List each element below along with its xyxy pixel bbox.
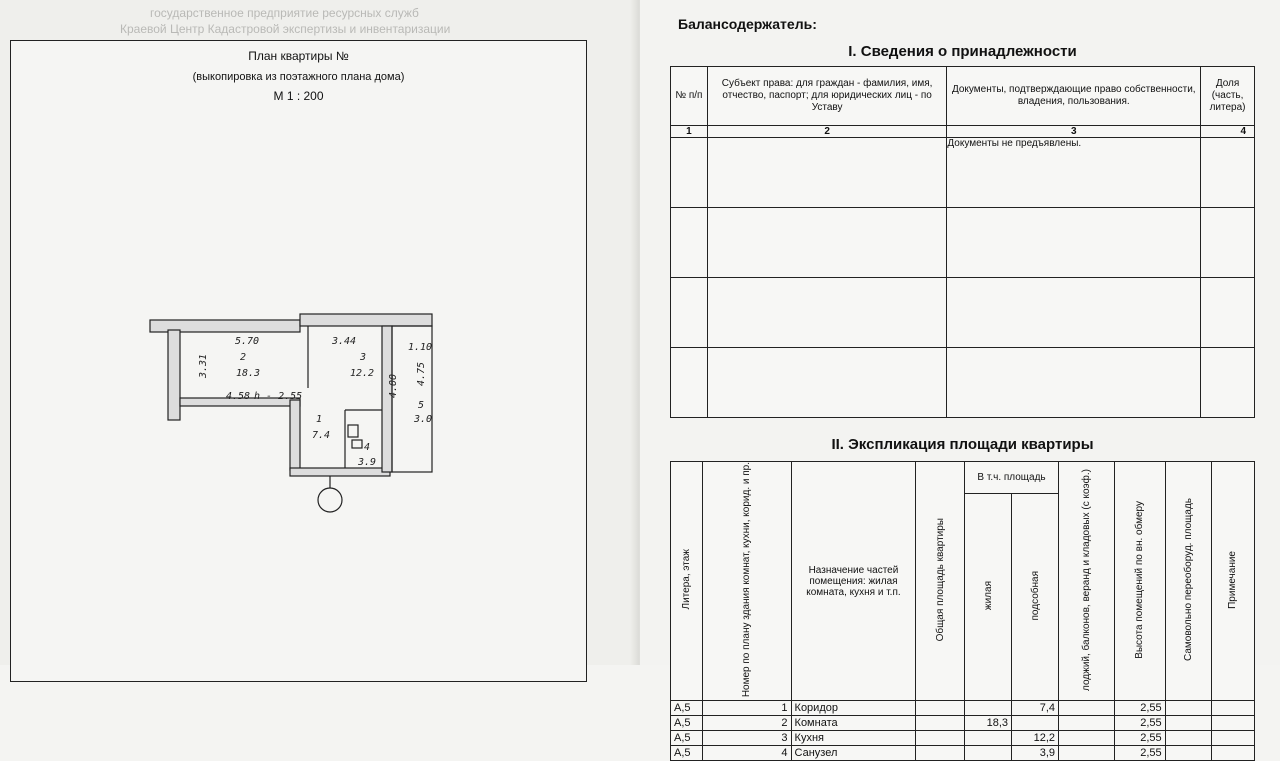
col-number: 2 (707, 126, 947, 138)
documents-note: Документы не предъявлены. (947, 138, 1201, 208)
sink (352, 440, 362, 448)
col-header-litera: Литера, этаж (671, 462, 703, 701)
room3-area: 12.2 (350, 368, 375, 379)
room4-area: 3.9 (358, 457, 377, 468)
table-row: А,5 1 Коридор 7,4 2,55 (671, 701, 1255, 716)
toilet (348, 425, 358, 437)
col-header-illegal: Самовольно переоборуд. площадь (1165, 462, 1211, 701)
table-row: А,5 4 Санузел 3,9 2,55 (671, 746, 1255, 761)
ghost-text: Краевой Центр Кадастровой экспертизы и инвентаризации (120, 22, 451, 36)
col-number: 4 (1201, 126, 1255, 138)
bath-wall-left (290, 400, 300, 470)
col-header-height: Высота помещений по вн. обмеру (1115, 462, 1166, 701)
balcony-width: 1.10 (408, 342, 433, 353)
col-header: Доля (часть, литера) (1201, 67, 1255, 126)
col-number: 1 (671, 126, 708, 138)
plan-scale: М 1 : 200 (273, 89, 324, 103)
left-page (0, 0, 640, 665)
top-wall-right (300, 314, 432, 326)
balcony-length: 4.75 (416, 361, 427, 386)
ownership-table (670, 66, 1255, 418)
col-header-total: Общая площадь квартиры (916, 462, 965, 701)
room4-number: 4 (364, 442, 371, 453)
col-header-aux: подсобная (1012, 494, 1059, 701)
room1-area: 7.4 (312, 430, 331, 441)
apartment-floorplan (140, 300, 440, 520)
col-header: Документы, подтверждающие право собственности, владения, пользования. (947, 67, 1201, 126)
room2-width: 5.70 (235, 336, 260, 347)
room1-number: 1 (316, 414, 323, 425)
plan-title: План квартиры № (248, 49, 349, 63)
col-number: 3 (947, 126, 1201, 138)
room3-width: 3.44 (332, 336, 357, 347)
room2-height: 3.31 (198, 353, 209, 378)
col-header-room-no: Номер по плану здания комнат, кухни, корид. и пр. (702, 462, 791, 701)
room5-number: 5 (418, 400, 425, 411)
room2-area: 18.3 (236, 368, 261, 379)
table-row: А,5 3 Кухня 12,2 2,55 (671, 731, 1255, 746)
room3-depth: 4.00 (388, 373, 399, 398)
section2-title: II. Экспликация площади квартиры (831, 436, 1094, 453)
area-explication-table (670, 461, 1255, 761)
col-header-note: Примечание (1211, 462, 1255, 701)
table-row: А,5 2 Комната 18,3 2,55 (671, 716, 1255, 731)
room2-number: 2 (240, 352, 247, 363)
room5-area: 3.0 (414, 414, 433, 425)
col-header: Субъект права: для граждан - фамилия, имя, отчество, паспорт; для юридических лиц - по Уставу (707, 67, 947, 126)
plan-subtitle: (выкопировка из поэтажного плана дома) (192, 71, 405, 83)
col-header-incl: В т.ч. площадь (965, 462, 1059, 494)
ceiling-height: h - 2.55 (254, 391, 303, 402)
col-header-loggia: лоджий, балконов, веранд и кладовых (с коэф.) (1059, 462, 1115, 701)
owner-label: Балансодержатель: (678, 16, 817, 32)
col-header: № п/п (671, 67, 708, 126)
bottom-wall (290, 468, 390, 476)
ghost-text: государственное предприятие ресурсных служб (150, 6, 419, 20)
stair-marker (318, 488, 342, 512)
col-header-purpose: Назначение частей помещения: жилая комната, кухня и т.п. (791, 462, 916, 701)
right-wall (382, 326, 392, 472)
col-header-living: жилая (965, 494, 1012, 701)
corridor-dims: 4.58 (226, 391, 251, 402)
left-wall (168, 330, 180, 420)
section1-title: I. Сведения о принадлежности (848, 43, 1077, 60)
room3-number: 3 (360, 352, 367, 363)
